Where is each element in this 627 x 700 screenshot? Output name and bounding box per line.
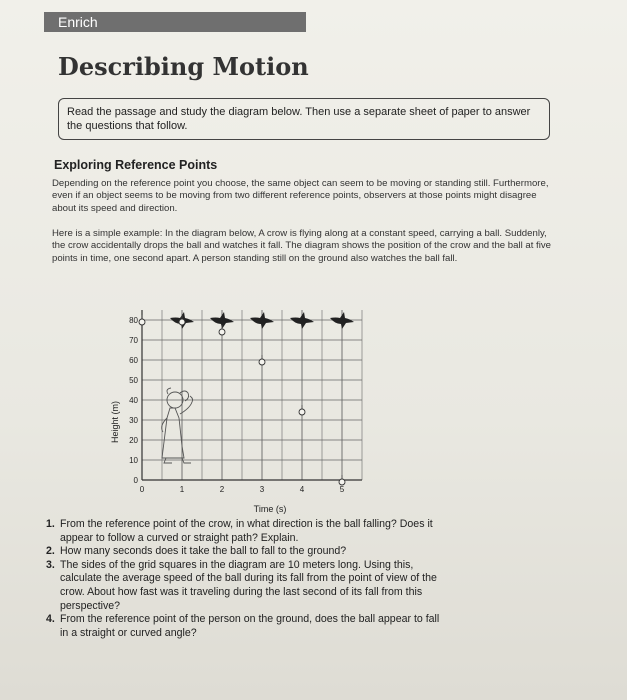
ball-circle xyxy=(299,409,305,415)
ball-circle xyxy=(339,479,345,485)
question-number: 3. xyxy=(46,558,55,571)
section-heading: Exploring Reference Points xyxy=(54,158,218,172)
y-tick-label: 30 xyxy=(129,416,138,425)
y-tick-label: 80 xyxy=(129,316,138,325)
x-tick-label: 5 xyxy=(339,485,345,494)
x-tick-label: 0 xyxy=(139,485,145,494)
ball-circle xyxy=(139,319,145,325)
enrich-header-bar xyxy=(44,12,306,32)
x-axis-label: Time (s) xyxy=(253,504,287,514)
enrich-label: Enrich xyxy=(58,14,98,30)
y-axis-label: Height (m) xyxy=(110,400,120,444)
person-illustration xyxy=(162,388,193,463)
ball-circle xyxy=(219,329,225,335)
paragraph-example: Here is a simple example: In the diagram below, A crow is flying along at a constant speed, carrying a ball. Suddenly, the crow accidentally drops the ball and watches it fall. The diagram shows the position of the crow and the ball at five points in time, one second apart. A person standing still on the ground also watches the ball fall. xyxy=(52,228,551,264)
y-tick-labels xyxy=(129,316,138,485)
y-tick-label: 0 xyxy=(133,476,138,485)
ball-circle xyxy=(259,359,265,365)
question-text: From the reference point of the person on the ground, does the ball appear to fall in a straight or curved angle? xyxy=(60,613,440,639)
paragraph-reference-points: Depending on the reference point you choose, the same object can seem to be moving or standing still. Furthermore, even if an object seems to be moving from two different reference points, observers at those points might disagree about its speed and direction. xyxy=(52,178,549,214)
x-tick-label: 2 xyxy=(219,485,225,494)
chart-grid xyxy=(142,310,362,480)
y-tick-label: 70 xyxy=(129,336,138,345)
y-tick-label: 20 xyxy=(129,436,138,445)
x-tick-labels xyxy=(140,485,345,494)
x-tick-label: 4 xyxy=(299,485,305,494)
x-tick-label: 3 xyxy=(259,485,265,494)
questions-list xyxy=(46,518,446,640)
x-tick-label: 1 xyxy=(179,485,185,494)
question-text: The sides of the grid squares in the diagram are 10 meters long. Using this, calculate the average speed of the ball during its fall from the point of view of the crow. About how fast was it traveling during the last second of its fall from this perspective? xyxy=(60,558,437,612)
question-item xyxy=(46,613,446,640)
ball-point xyxy=(339,475,345,485)
motion-diagram xyxy=(100,290,400,520)
question-text: How many seconds does it take the ball to fall to the ground? xyxy=(60,545,347,558)
page-title: Describing Motion xyxy=(58,52,309,81)
question-item xyxy=(46,518,446,545)
ball-point xyxy=(139,315,145,325)
y-tick-label: 10 xyxy=(129,456,138,465)
question-item xyxy=(46,559,446,613)
y-tick-label: 50 xyxy=(129,376,138,385)
instructions-text: Read the passage and study the diagram below. Then use a separate sheet of paper to answer the questions that follow. xyxy=(67,106,531,132)
motion-chart xyxy=(100,290,400,520)
question-text: From the reference point of the crow, in what direction is the ball falling? Does it appear to follow a curved or straight path? Explain. xyxy=(60,518,433,544)
y-tick-label: 40 xyxy=(129,396,138,405)
question-number: 4. xyxy=(46,613,55,626)
question-number: 2. xyxy=(46,545,55,558)
ball-point xyxy=(219,325,225,335)
y-tick-label: 60 xyxy=(129,356,138,365)
question-item xyxy=(46,545,446,559)
ball-point xyxy=(299,405,305,415)
ball-point xyxy=(259,355,265,365)
ball-circle xyxy=(179,319,185,325)
instructions-box xyxy=(58,98,550,140)
question-number: 1. xyxy=(46,518,55,530)
